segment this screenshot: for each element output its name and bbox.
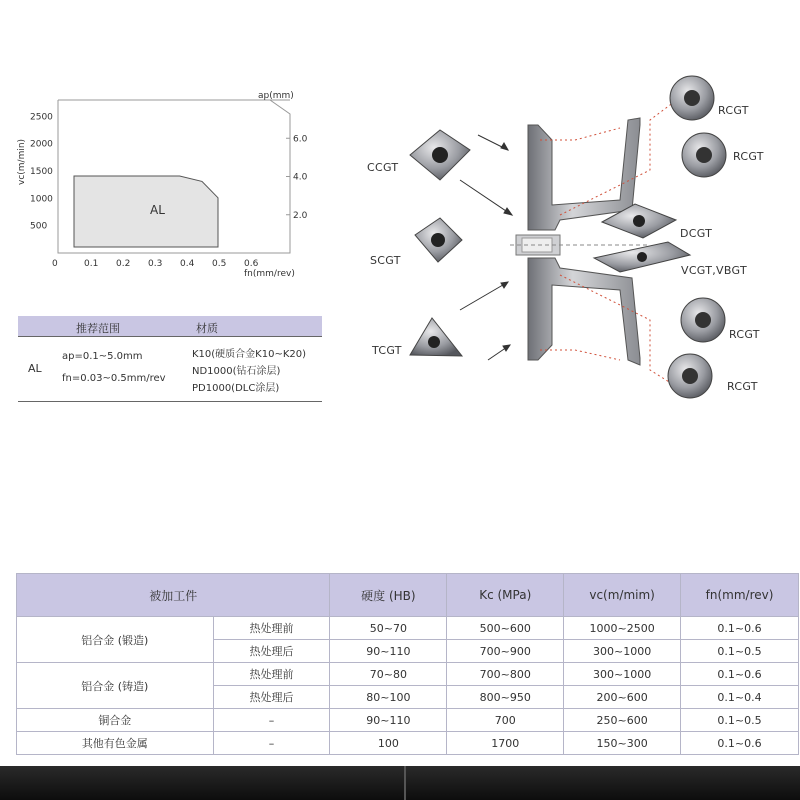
cell-fn: 0.1~0.5	[681, 709, 799, 732]
table-row	[17, 617, 799, 640]
rec-material: AL	[28, 362, 42, 375]
cell-hb: 50~70	[330, 617, 447, 640]
rec-grade-2: ND1000(钻石涂层)	[192, 366, 281, 377]
x-tick-label: 0.5	[212, 259, 227, 269]
cell-state: 热处理前	[213, 617, 330, 640]
divider	[18, 401, 322, 402]
y-tick-label: 1500	[30, 167, 53, 178]
x-tick-label: 0.4	[180, 259, 195, 269]
header-kc: Kc (MPa)	[447, 574, 564, 617]
rec-header-material: 材质	[196, 322, 218, 335]
cell-state: –	[213, 732, 330, 755]
cell-hb: 100	[330, 732, 447, 755]
cell-vc: 1000~2500	[564, 617, 681, 640]
table-header-row	[17, 574, 799, 617]
table-row	[17, 732, 799, 755]
cell-fn: 0.1~0.6	[681, 617, 799, 640]
x-axis-label: fn(mm/rev)	[244, 269, 295, 279]
y-tick-label: 2500	[30, 112, 53, 123]
machining-data-table	[16, 573, 799, 755]
insert-rcgt-3	[681, 298, 725, 342]
footer-divider	[404, 766, 406, 800]
insert-vcgt	[594, 242, 690, 272]
feed-path-inner-2	[540, 350, 620, 360]
group-name: 铝合金 (铸造)	[17, 663, 214, 709]
chart-area-al	[74, 176, 218, 247]
cell-hb: 90~110	[330, 709, 447, 732]
header-vc: vc(m/mim)	[564, 574, 681, 617]
y-axis-label: vc(m/min)	[17, 138, 27, 185]
label-tcgt: TCGT	[372, 344, 402, 357]
cell-vc: 200~600	[564, 686, 681, 709]
header-workpiece: 被加工件	[17, 574, 330, 617]
x-tick-label: 0.2	[116, 259, 131, 269]
cell-hb: 90~110	[330, 640, 447, 663]
header-fn: fn(mm/rev)	[681, 574, 799, 617]
cell-kc: 700~800	[447, 663, 564, 686]
label-rcgt-4: RCGT	[727, 380, 758, 393]
label-rcgt-1: RCGT	[718, 104, 749, 117]
cell-vc: 150~300	[564, 732, 681, 755]
y2-tick-label: 6.0	[293, 134, 308, 145]
insert-rcgt-2	[682, 133, 726, 177]
y-tick-label: 500	[30, 221, 48, 232]
cell-kc: 700	[447, 709, 564, 732]
wheel-section	[510, 118, 650, 365]
insert-tcgt	[410, 318, 462, 356]
label-rcgt-3: RCGT	[729, 328, 760, 341]
group-name: 其他有色金属	[17, 732, 214, 755]
direction-arrows	[460, 135, 512, 360]
insert-ccgt	[410, 130, 470, 180]
rec-fn: fn=0.03~0.5mm/rev	[62, 373, 166, 384]
table-row	[17, 709, 799, 732]
cutting-chart	[0, 85, 330, 285]
label-scgt: SCGT	[370, 254, 401, 267]
x-tick-label: 0	[52, 259, 58, 269]
rec-header-range: 推荐范围	[76, 322, 120, 335]
insert-rcgt-1	[670, 76, 714, 120]
cell-vc: 300~1000	[564, 640, 681, 663]
cell-kc: 700~900	[447, 640, 564, 663]
y2-tick-label: 4.0	[293, 172, 308, 183]
wheel-machining-diagram	[360, 70, 800, 410]
insert-scgt	[415, 218, 462, 262]
cell-vc: 300~1000	[564, 663, 681, 686]
y2-axis-label: ap(mm)	[258, 91, 294, 101]
table-row	[17, 663, 799, 686]
footer-bar	[0, 766, 800, 800]
y2-tick-label: 2.0	[293, 210, 308, 221]
area-label: AL	[150, 203, 165, 217]
label-dcgt: DCGT	[680, 227, 713, 240]
divider	[18, 336, 322, 337]
recommendation-table	[18, 316, 322, 402]
rec-ap: ap=0.1~5.0mm	[62, 351, 143, 362]
cell-vc: 250~600	[564, 709, 681, 732]
label-rcgt-2: RCGT	[733, 150, 764, 163]
feed-path-inner	[540, 128, 620, 140]
group-name: 铝合金 (锻造)	[17, 617, 214, 663]
header-hardness: 硬度 (HB)	[330, 574, 447, 617]
cell-fn: 0.1~0.6	[681, 732, 799, 755]
cell-state: 热处理后	[213, 686, 330, 709]
rec-grade-1: K10(硬质合金K10~K20)	[192, 349, 307, 360]
cell-fn: 0.1~0.5	[681, 640, 799, 663]
group-name: 铜合金	[17, 709, 214, 732]
rec-grade-3: PD1000(DLC涂层)	[192, 383, 280, 394]
y-tick-label: 1000	[30, 194, 53, 205]
cell-hb: 80~100	[330, 686, 447, 709]
cell-state: 热处理前	[213, 663, 330, 686]
cell-kc: 800~950	[447, 686, 564, 709]
insert-rcgt-4	[668, 354, 712, 398]
cell-state: –	[213, 709, 330, 732]
label-vcgt-vbgt: VCGT,VBGT	[681, 264, 747, 277]
cell-fn: 0.1~0.4	[681, 686, 799, 709]
cell-fn: 0.1~0.6	[681, 663, 799, 686]
cell-state: 热处理后	[213, 640, 330, 663]
cell-hb: 70~80	[330, 663, 447, 686]
y-tick-label: 2000	[30, 139, 53, 150]
cell-kc: 1700	[447, 732, 564, 755]
x-tick-label: 0.3	[148, 259, 163, 269]
rec-header	[18, 316, 322, 336]
label-ccgt: CCGT	[367, 161, 399, 174]
cell-kc: 500~600	[447, 617, 564, 640]
x-tick-label: 0.1	[84, 259, 99, 269]
x-tick-label: 0.6	[244, 259, 259, 269]
